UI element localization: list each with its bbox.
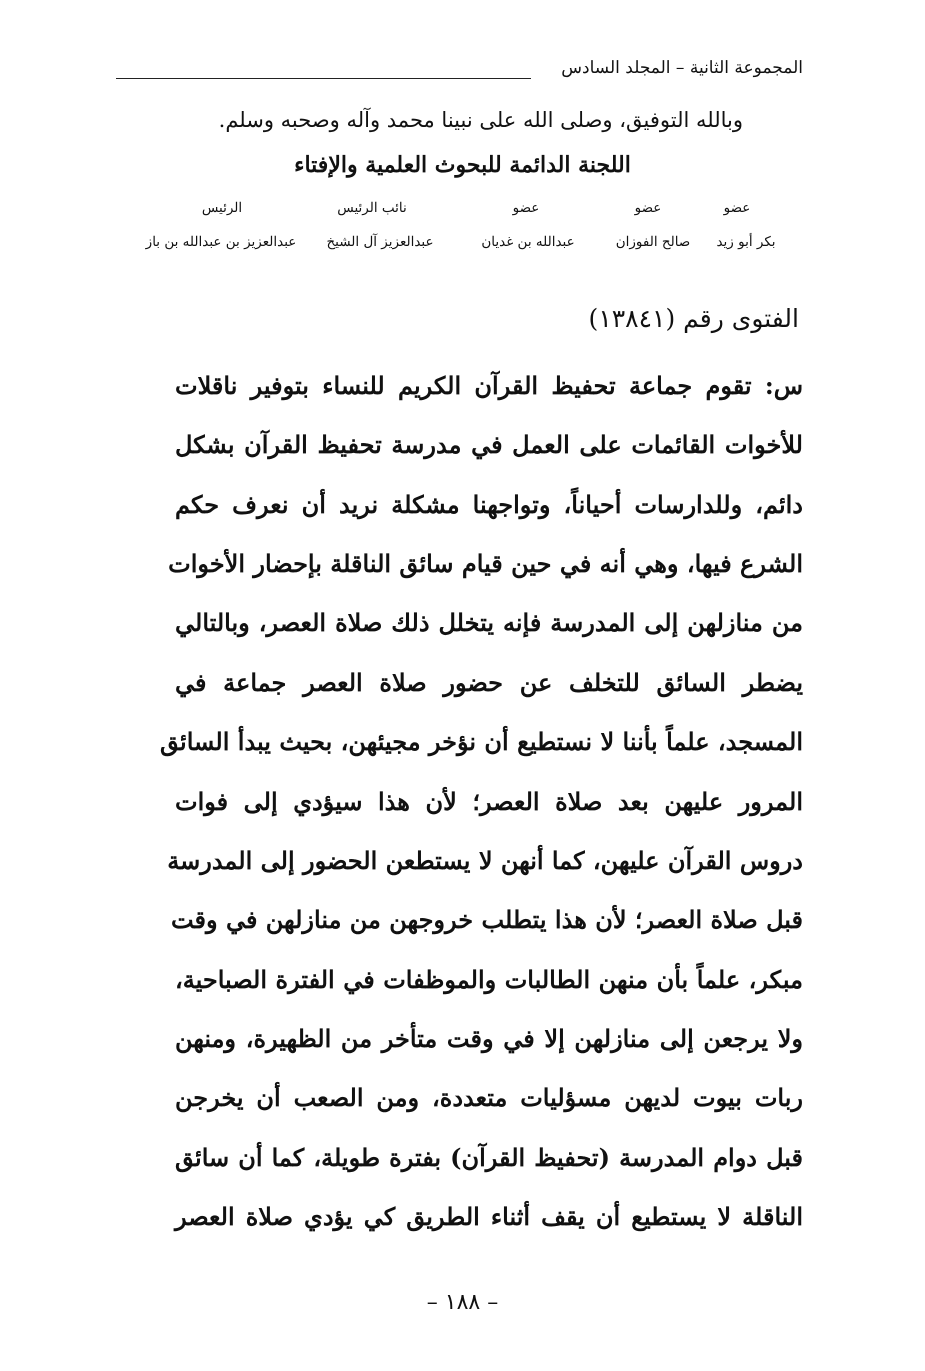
signatory-name: عبدالعزيز بن عبدالله بن باز xyxy=(145,234,297,250)
signatory-name: عبدالعزيز آل الشيخ xyxy=(326,234,434,250)
question-line: يضطر السائق للتخلف عن حضور صلاة العصر جماعة في xyxy=(175,668,803,697)
signatory-name: عبدالله بن غديان xyxy=(481,234,575,250)
question-line: الشرع فيها، وهي أنه في حين قيام سائق الناقلة بإحضار الأخوات xyxy=(168,549,803,578)
question-line: المسجد، علماً بأننا لا نستطيع أن نؤخر مجيئهن، بحيث يبدأ السائق xyxy=(160,727,803,756)
header-rule xyxy=(116,78,531,79)
closing-prayer: وبالله التوفيق، وصلى الله على نبينا محمد وآله وصحبه وسلم. xyxy=(218,108,743,132)
question-line: للأخوات القائمات على العمل في مدرسة تحفيظ القرآن بشكل xyxy=(175,430,803,459)
signatory-role: الرئيس xyxy=(201,200,243,216)
signatory-role: نائب الرئيس xyxy=(337,200,407,216)
running-header: المجموعة الثانية – المجلد السادس xyxy=(561,58,803,78)
question-line: دائم، وللدارسات أحياناً، وتواجهنا مشكلة نريد أن نعرف حكم xyxy=(175,490,803,519)
question-line: من منازلهن إلى المدرسة فإنه يتخلل ذلك صلاة العصر، وبالتالي xyxy=(175,608,803,637)
question-line: ربات بيوت لديهن مسؤليات متعددة، ومن الصعب أن يخرجن xyxy=(175,1083,803,1112)
question-line: قبل دوام المدرسة (تحفيظ القرآن) بفترة طويلة، كما أن سائق xyxy=(175,1143,803,1172)
question-line: المرور عليهن بعد صلاة العصر؛ لأن هذا سيؤدي إلى فوات xyxy=(175,787,803,816)
question-line: دروس القرآن عليهن، كما أنهن لا يستطعن الحضور إلى المدرسة xyxy=(167,846,803,875)
fatwa-number: الفتوى رقم (١٣٨٤١) xyxy=(588,304,799,333)
signatory-role: عضو xyxy=(723,200,751,216)
page-number: – ١٨٨ – xyxy=(426,1290,499,1315)
signatory-name: بكر أبو زيد xyxy=(716,234,776,250)
question-line: مبكر، علماً بأن منهن الطالبات والموظفات في الفترة الصباحية، xyxy=(175,965,803,994)
committee-title: اللجنة الدائمة للبحوث العلمية والإفتاء xyxy=(294,152,631,178)
signatory-role: عضو xyxy=(512,200,540,216)
question-line: ولا يرجعن إلى منازلهن إلا في وقت متأخر من الظهيرة، ومنهن xyxy=(175,1024,803,1053)
question-line: س: تقوم جماعة تحفيظ القرآن الكريم للنساء بتوفير ناقلات xyxy=(175,371,803,400)
question-line: قبل صلاة العصر؛ لأن هذا يتطلب خروجهن من منازلهن في وقت xyxy=(170,905,803,934)
signatory-name: صالح الفوزان xyxy=(615,234,691,250)
question-line: الناقلة لا يستطيع أن يقف أثناء الطريق كي يؤدي صلاة العصر xyxy=(175,1202,803,1231)
signatory-role: عضو xyxy=(634,200,662,216)
